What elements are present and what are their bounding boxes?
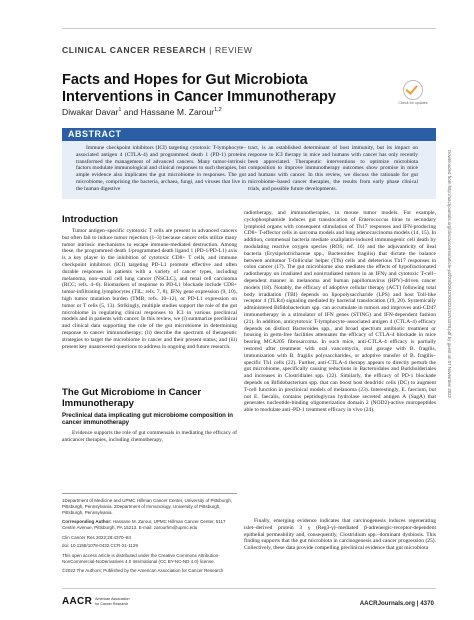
abstract-left-text: Immune checkpoint inhibitors (ICI) targeting cytotoxic T-lymphocyte–associated antigen 4 (CTLA-4) and programmed death 1 (PD-1) proteins transformed the management of advanced cancers. Many tumor-intrinsic factors modulate immunological and clinical responses to such therapies, but ample evidence also implicates the gut microbiome in responses. The gut microbiome, comprising the bacteria, archaea, fungi, and viruses that live in the human digestive bbox=[76, 145, 246, 192]
footnote-rule bbox=[62, 493, 237, 494]
corresponding-label: Corresponding Author: bbox=[62, 519, 112, 524]
gut-text: Evidence supports the role of gut commensals in mediating the efficacy of anticancer therapies, including chemotherapy, bbox=[62, 430, 237, 443]
check-updates-icon bbox=[403, 80, 423, 100]
aacr-logo-sub-1: American Association bbox=[95, 597, 130, 602]
aacr-logo[interactable] bbox=[62, 596, 129, 607]
header-rule bbox=[62, 28, 436, 29]
author-line bbox=[62, 107, 222, 117]
journal-name: CLINICAL CANCER RESEARCH bbox=[62, 45, 207, 55]
journal-header bbox=[62, 45, 252, 55]
journal-url-page[interactable]: AACRJournals.org | 4370 bbox=[359, 600, 434, 607]
aacr-logo-sub-2: for Cancer Research bbox=[95, 601, 129, 606]
affiliation-footnote: 1Department of Medicine and UPMC Hillman Cancer Center, University of Pittsburgh, Pittsburgh, Pennsylvania. 2Department of Immunology, University of Pittsburgh, Pittsburgh, Pennsylvania. bbox=[62, 498, 233, 515]
download-side-note: Downloaded from http://aacrjournals.org/clincancerres/article-pdf/28/20/4370/3224137/4370.pdf by guest on 07 November 2022 bbox=[447, 150, 452, 398]
license-note: This open access article is distributed under the Creative Commons Attribution-NonCommercial-NoDerivatives 4.0 International (CC BY-NC-ND 4.0) license. bbox=[62, 553, 220, 564]
corresponding-author bbox=[62, 519, 237, 531]
intro-text: Tumor antigen–specific cytotoxic T cells are present in advanced cancers but often fail to induce tumor rejection (1–3) because cancer cells utilize many tumor intrinsic mechanisms to escape immune-mediated destruction. Among these, the programmed death 1/programmed death ligand 1 (PD-1/PD-L1) axis is a key player in the inhibition of cytotoxic CD8+ T cells, and immune checkpoint inhibitors (ICI) targeting PD-L1 promote effective and often durable responses in patients with a variety of cancer types, including melanoma, non–small cell lung cancer (NSCLC), and renal cell carcinoma (RCC; refs. 4–6). Biomarkers of response to PD-L1 blockade include CD8+ tumor-infiltrating lymphocytes (TIL; refs. 7, 8), IFNγ gene expression (9, 10), high tumor mutation burden (TMB; refs. 10–12), or PD-L1 expression on tumor or T cells (5, 13). Strikingly, multiple studies support the role of the gut microbiome in regulating clinical responses to ICI in various preclinical models and in patients with cancer. In this review, we (i) summarize preclinical and clinical data supporting the role of the gut microbiome in determining response to cancer immunotherapy; (ii) describe the spectrum of therapeutic strategies to target the microbiome in cancer and their present status; and (iii) present key unanswered questions to address in ongoing and future research. bbox=[62, 228, 237, 350]
right-column-text: radiotherapy, and immunotherapies, in mouse tumor models. For example, cyclophosphamide induces gut translocation of Enterococcus hirae to secondary lymphoid organs with consequent stimulation of Th17 responses and IFN-producing CD8+ T-effector cells in sarcoma models and lung adenocarcinoma models (14, 15). In addition, commensal bacteria mediate oxaliplatin-induced immunogenic cell death by modulating reactive oxygen species (ROS; ref. 16) and the adjuvanticity of ileal bacteria (Erysipelotrichaceae spp., Bacteroides fragilis) that dictate the balance between antitumor T-follicular helper (Tfh) cells and deleterious Th17 responses in colon cancer (17). The gut microbiome also mediates the effects of hypofractionated radiotherapy on irradiated and nonirradiated tumors in an IFNγ and cytotoxic T-cell–dependent manner in melanoma and human papillomavirus (HPV)-driven cancer models (18). Notably, the efficacy of adoptive cellular therapy (ACT) following total body irradiation (TBI) depends on lipopolysaccharide (LPS) and host Toll-like receptor 4 (TLR4) signaling mediated by bacterial translocation (19, 20). Systemically administered Bifidobacterium spp. can accumulate in tumors and improves anti-CD47 immunotherapy in a stimulator of IFN genes (STING) and IFN-dependent fashion (21). In addition, anticytotoxic T-lymphocyte–associated antigen 4 (CTLA-4) efficacy depends on distinct Bacteroides spp., and broad spectrum antibiotic treatment or housing in germ-free facilities attenuates the efficacy of CTLA-4 blockade in mice bearing MCA205 fibrosarcoma. In such mice, anti-CTLA-4 efficacy is partially restored after treatment with oral vancomycin, oral gavage with B. fragilis, immunization with B. fragilis polysaccharides, or adoptive transfer of B. fragilis–specific Th1 cells (22). Further, anti-CTLA-4 therapy appears to directly perturb the gut microbiome, specifically causing reductions in Bacteroidales and Burkholderiales and increases in Clostridiales spp. (22). Similarly, the efficacy of PD-1 blockade depends on Bifidobacterium spp. that can boost host dendritic cells (DC) to augment T-cell function in preclinical models of melanoma (23). Interestingly, E. faecium, but not E. faecalis, contains peptidoglycan hydrolase secreted antigen A (SagA) that generates nucleotide-binding oligomerization domain 2 (NOD2)-active muropeptides able to modulate anti–PD-1 treatment efficacy in vivo (24). bbox=[244, 210, 436, 414]
citation: Clin Cancer Res 2022;28:4370–84 bbox=[62, 535, 132, 540]
copyright-note: ©2022 The Authors; Published by the American Association for Cancer Research bbox=[62, 568, 224, 573]
section-separator: | bbox=[209, 45, 215, 55]
author-affil-1: 1 bbox=[118, 107, 122, 114]
aacr-logo-mark: AACR bbox=[62, 596, 93, 607]
aacr-logo-subtitle bbox=[95, 597, 129, 605]
section-name: REVIEW bbox=[214, 45, 253, 55]
check-for-updates-badge[interactable] bbox=[396, 80, 430, 105]
footer-rule bbox=[62, 588, 436, 589]
preclinical-subheading: Preclinical data implicating gut microbiome composition in cancer immunotherapy bbox=[62, 412, 233, 426]
doi-link[interactable]: doi: 10.1158/1078-0432.CCR-21-1129 bbox=[62, 543, 138, 548]
abstract-heading-bar bbox=[62, 128, 436, 141]
author-affil-2: 1,2 bbox=[214, 107, 222, 114]
abstract-box bbox=[62, 141, 436, 199]
intro-heading: Introduction bbox=[62, 214, 118, 225]
author-zarour[interactable]: and Hassane M. Zarour bbox=[121, 107, 215, 117]
corresponding-text: Hassane M. Zarour, UPMC Hillman Cancer Center, 5117 Centre Avenue, Pittsburgh, PA 15213. E-mail: zarourhm@upmc.edu bbox=[62, 519, 226, 530]
check-updates-label: Check for updates bbox=[398, 101, 428, 105]
right-column-text-2: Finally, emerging evidence indicates that carcinogenesis induces regenerating islet–derived protein 3 γ (Reg3-γ)–mediated β-adrenergic-receptor-dependent epithelial permeability and, consequently, Clostridium spp.–dominant dysbiosis. This finding supports that the gut microbiota in carcinogenesis and cancer progression (25). Collectively, these data provide compelling preclinical evidence that gut microbiota bbox=[244, 518, 436, 552]
abstract-right-text: tract, is an established determinant of host immunity, but its impact on response to ICI therapy in mice and humans with cancer has only recently been appreciated. Therapeutic interventions to optimize microbiota composition to improve immunotherapy outcomes show promise in mice and humans with cancer. In this review, we discuss the rationale for gut microbiome–based cancer therapies, the results from early phase clinical trials, and possible future developments. bbox=[248, 145, 418, 192]
article-title: Facts and Hopes for Gut Microbiota Interventions in Cancer Immunotherapy bbox=[62, 72, 336, 105]
author-davar[interactable]: Diwakar Davar bbox=[62, 107, 119, 117]
gut-microbiome-heading: The Gut Microbiome in Cancer Immunotherapy bbox=[62, 387, 202, 409]
abstract-heading: ABSTRACT bbox=[68, 129, 122, 139]
